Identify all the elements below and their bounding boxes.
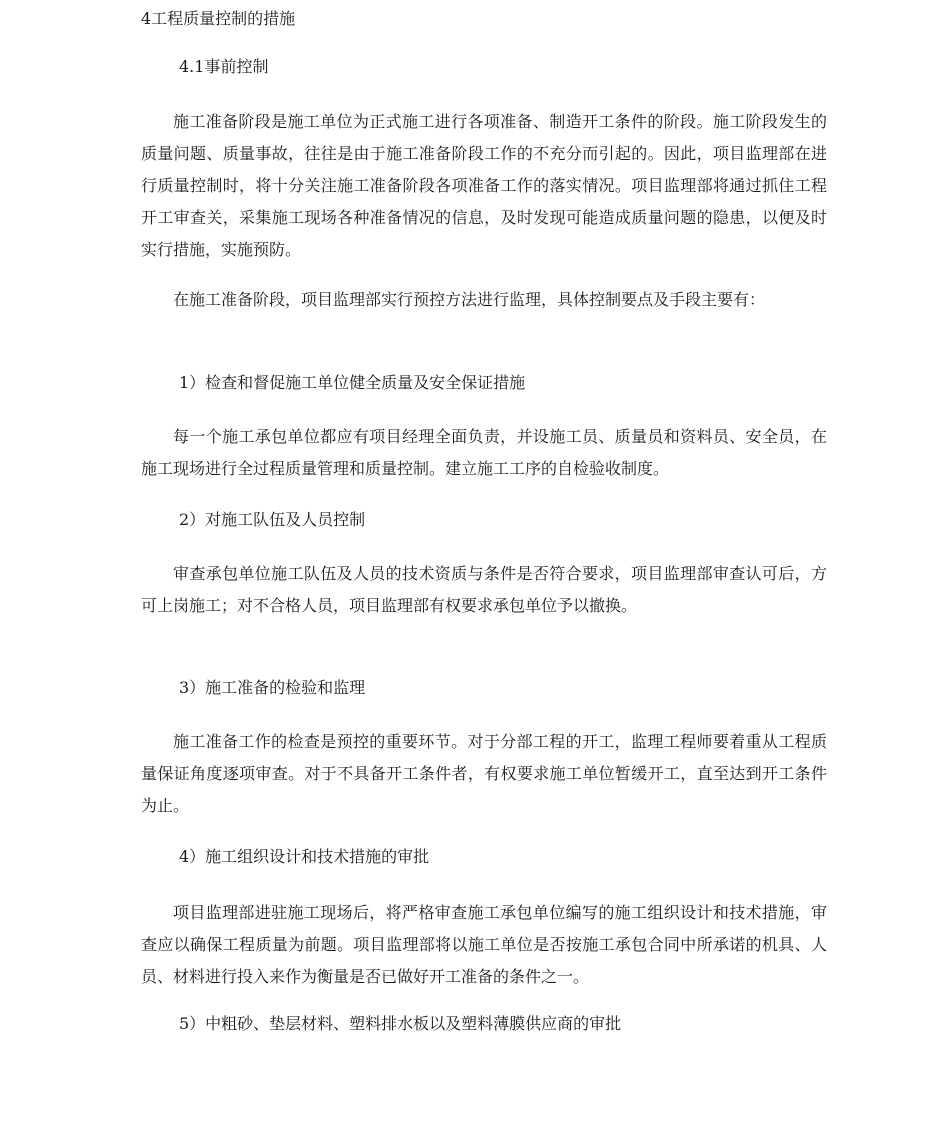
item-4-body: 项目监理部进驻施工现场后，将严格审查施工承包单位编写的施工组织设计和技术措施，审查应以确保工程质量为前题。项目监理部将以施工单位是否按施工承包合同中所承诺的机具、人员、材料进行投入来作为衡量是否已做好开工准备的条件之一。 (141, 903, 827, 986)
item-2-heading: 2）对施工队伍及人员控制 (179, 510, 366, 529)
item-1-heading: 1）检查和督促施工单位健全质量及安全保证措施 (179, 373, 526, 392)
item-5-heading: 5）中粗砂、垫层材料、塑料排水板以及塑料薄膜供应商的审批 (179, 1014, 622, 1033)
paragraph-preparation-stage: 在施工准备阶段，项目监理部实行预控方法进行监理，具体控制要点及手段主要有： (173, 290, 766, 309)
section-title: 4工程质量控制的措施 (141, 9, 296, 28)
paragraph-intro: 施工准备阶段是施工单位为正式施工进行各项准备、制造开工条件的阶段。施工阶段发生的质量问题、质量事故，往往是由于施工准备阶段工作的不充分而引起的。因此，项目监理部在进行质量控制时，将十分关注施工准备阶段各项准备工作的落实情况。项目监理部将通过抓住工程开工审查关，采集施工现场各种准备情况的信息，及时发现可能造成质量问题的隐患，以便及时实行措施，实施预防。 (141, 112, 827, 259)
item-3-body: 施工准备工作的检查是预控的重要环节。对于分部工程的开工，监理工程师要着重从工程质量保证角度逐项审查。对于不具备开工条件者，有权要求施工单位暂缓开工，直至达到开工条件为止。 (141, 732, 827, 815)
item-2-body: 审查承包单位施工队伍及人员的技术资质与条件是否符合要求，项目监理部审查认可后，方可上岗施工；对不合格人员，项目监理部有权要求承包单位予以撤换。 (141, 564, 827, 615)
subsection-title: 4.1事前控制 (179, 57, 269, 76)
item-4-heading: 4）施工组织设计和技术措施的审批 (179, 847, 430, 866)
item-3-heading: 3）施工准备的检验和监理 (179, 678, 366, 697)
item-1-body: 每一个施工承包单位都应有项目经理全面负责，并设施工员、质量员和资料员、安全员，在施工现场进行全过程质量管理和质量控制。建立施工工序的自检验收制度。 (141, 427, 827, 478)
